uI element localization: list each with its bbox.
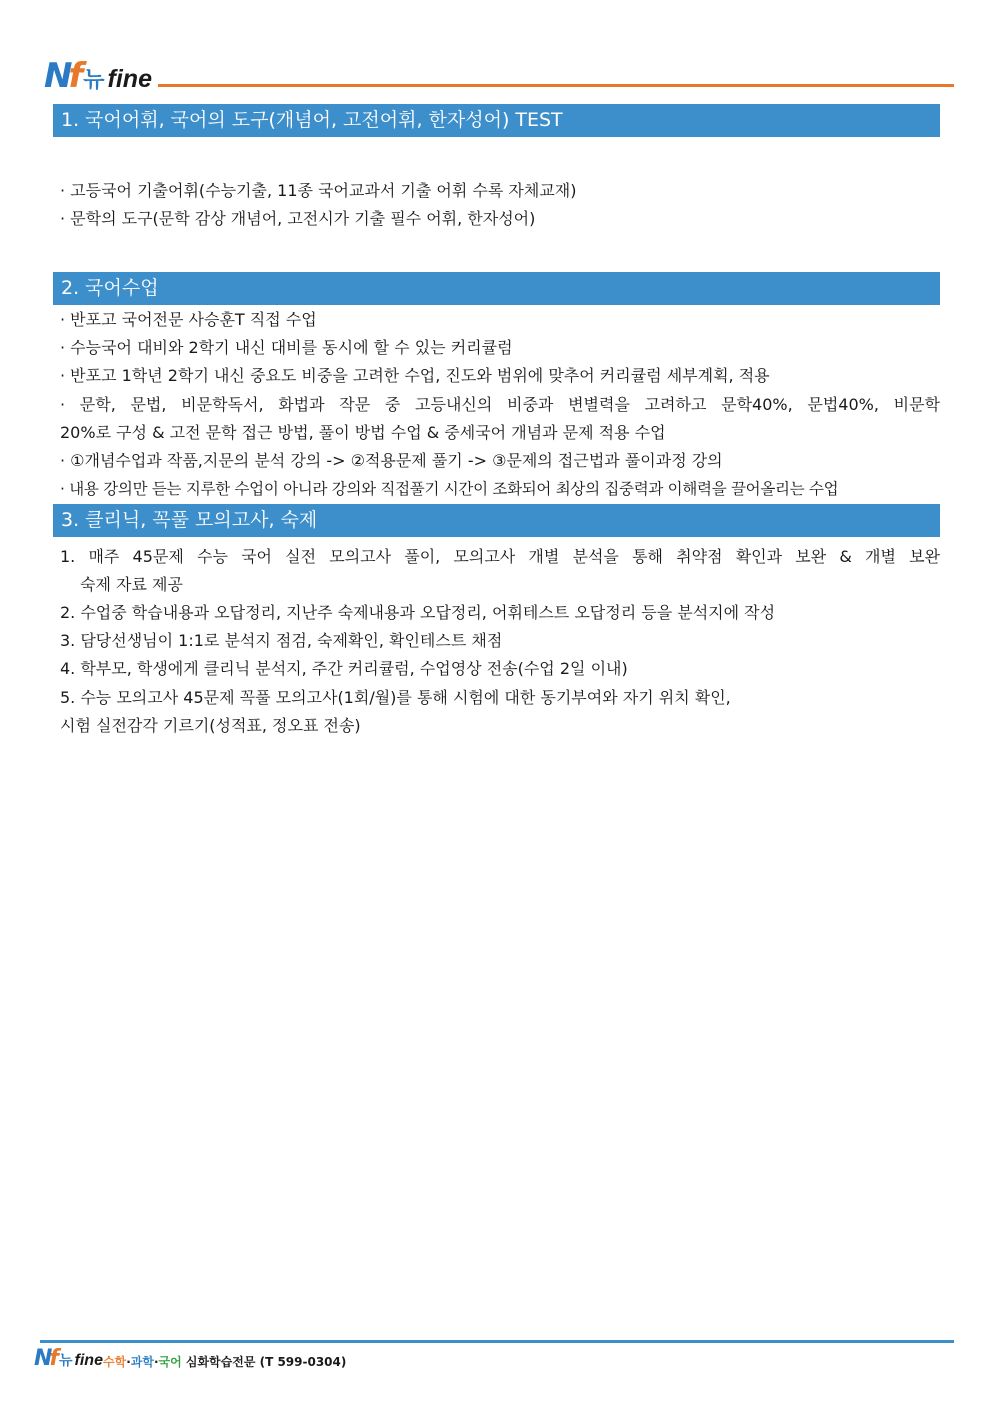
footer-tagline: [103, 1353, 346, 1370]
section-1-title: 1. 국어어휘, 국어의 도구(개념어, 고전어휘, 한자성어) TEST: [53, 104, 940, 137]
footer-logo-fine: fine: [74, 1352, 103, 1369]
footer-sep-2: ·: [153, 1355, 159, 1369]
section-3-line-4: 4. 학부모, 학생에게 클리닉 분석지, 주간 커리큘럼, 수업영상 전송(수업 2일 이내): [60, 659, 628, 678]
logo-mark: Nf: [44, 56, 80, 96]
section-1-line-2: · 문학의 도구(문학 감상 개념어, 고전시가 기출 필수 어휘, 한자성어): [60, 209, 536, 228]
section-2-line-7: · 내용 강의만 듣는 지루한 수업이 아니라 강의와 직접풀기 시간이 조화되어 최상의 집중력과 이해력을 끌어올리는 수업: [60, 480, 839, 498]
footer-subject-science: 과학: [130, 1355, 154, 1369]
footer-contact: 심화학습전문 (T 599-0304): [181, 1355, 347, 1369]
section-3-line-3: 3. 담당선생님이 1:1로 분석지 점검, 숙제확인, 확인테스트 채점: [60, 631, 503, 650]
footer-divider: [40, 1340, 954, 1343]
header-divider: [158, 84, 954, 87]
footer-sep-1: ·: [126, 1355, 131, 1369]
footer-logo-nyu: 뉴: [59, 1353, 73, 1369]
section-2-line-6: · ①개념수업과 작품,지문의 분석 강의 -> ②적용문제 풀기 -> ③문제의 접근법과 풀이과정 강의: [60, 451, 723, 470]
section-3-title: 3. 클리닉, 꼭풀 모의고사, 숙제: [53, 504, 940, 537]
section-3-line-2: 2. 수업중 학습내용과 오답정리, 지난주 숙제내용과 오답정리, 어휘테스트 오답정리 등을 분석지에 작성: [60, 603, 776, 622]
section-2-line-1: · 반포고 국어전문 사승훈T 직접 수업: [60, 310, 317, 329]
footer-subject-korean: 국어: [158, 1355, 182, 1369]
footer-logo-mark: Nf: [34, 1346, 56, 1371]
section-2-line-3: · 반포고 1학년 2학기 내신 중요도 비중을 고려한 수업, 진도와 범위에 맞추어 커리큘럼 세부계획, 적용: [60, 366, 770, 385]
section-1-line-1: · 고등국어 기출어휘(수능기출, 11종 국어교과서 기출 어휘 수록 자체교재): [60, 181, 577, 200]
section-3-line-1-cont: 숙제 자료 제공: [80, 575, 183, 594]
footer-subject-math: 수학: [103, 1355, 127, 1369]
section-2-line-4: · 문학, 문법, 비문학독서, 화법과 작문 중 고등내신의 비중과 변별력을 고려하고 문학40%, 문법40%, 비문학: [60, 395, 940, 414]
section-2-line-5: 20%로 구성 & 고전 문학 접근 방법, 풀이 방법 수업 & 중세국어 개념과 문제 적용 수업: [60, 423, 666, 442]
section-2-title: 2. 국어수업: [53, 272, 940, 305]
logo-fine: fine: [107, 65, 152, 93]
brand-logo: [44, 56, 152, 96]
section-3-line-1: 1. 매주 45문제 수능 국어 실전 모의고사 풀이, 모의고사 개별 분석을 통해 취약점 확인과 보완 & 개별 보완: [60, 547, 940, 566]
section-2-line-2: · 수능국어 대비와 2학기 내신 대비를 동시에 할 수 있는 커리큘럼: [60, 338, 513, 357]
section-3-line-5-cont: 시험 실전감각 기르기(성적표, 정오표 전송): [60, 716, 361, 735]
footer-logo: [34, 1346, 103, 1371]
logo-nyu: 뉴: [83, 68, 105, 93]
section-3-line-5: 5. 수능 모의고사 45문제 꼭풀 모의고사(1회/월)를 통해 시험에 대한 동기부여와 자기 위치 확인,: [60, 688, 731, 707]
